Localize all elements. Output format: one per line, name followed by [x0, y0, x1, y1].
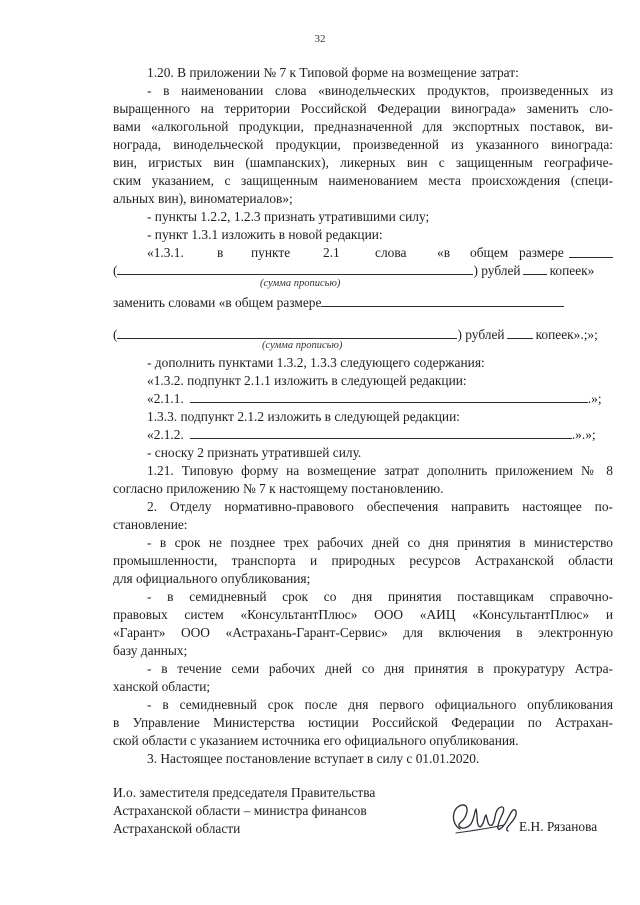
blank-line [117, 327, 457, 339]
signatory-title-line: Астраханской области [113, 821, 241, 836]
paragraph-line: - пункты 1.2.2, 1.2.3 признать утратившими силу; [147, 209, 430, 224]
blank-line [321, 295, 564, 307]
field-caption: (сумма прописью) [262, 340, 343, 351]
handwritten-signature [446, 795, 526, 843]
paragraph-line: - пункт 1.3.1 изложить в новой редакции: [147, 227, 383, 242]
field-caption: (сумма прописью) [260, 278, 341, 289]
paragraph-line: ( ) рублей копеек».;»; [113, 327, 598, 342]
paragraph-line: 1.21. Типовую форму на возмещение затрат дополнить приложением № 8 [147, 463, 613, 478]
blank-line [523, 263, 547, 275]
paragraph-line: 1.3.3. подпункт 2.1.2 изложить в следующей редакции: [147, 409, 460, 424]
paragraph-line: ской области с указанием источника его официального опубликования. [113, 733, 519, 748]
paragraph-line: становление: [113, 517, 188, 532]
paragraph-line: альных вин), виноматериалов»; [113, 191, 293, 206]
paragraph-line: согласно приложению № 7 к настоящему постановлению. [113, 481, 444, 496]
paragraph-line: ханской области; [113, 679, 211, 694]
paragraph-line: - сноску 2 признать утратившей силу. [147, 445, 362, 460]
page-number: 32 [314, 33, 326, 45]
paragraph-line: выращенного на территории Российской Федерации винограда» заменить сло- [113, 101, 613, 116]
paragraph-line: - в семидневный срок после дня первого официального опубликования [147, 697, 613, 712]
paragraph-line: нограда, винодельческой продукции, произведенной из указанного винограда: [113, 137, 613, 152]
paragraph-line: правовых систем «КонсультантПлюс» ООО «АИЦ «КонсультантПлюс» и [113, 607, 613, 622]
paragraph-line: вин, игристых вин (шампанских), ликерных вин с защищенным географиче- [113, 155, 613, 170]
paragraph-line: «1.3.1. в пункте 2.1 слова «в общем размере [147, 244, 613, 261]
paragraph-line: «1.3.2. подпункт 2.1.1 изложить в следующей редакции: [147, 373, 467, 388]
paragraph-line: ским указанием, с защищенным наименованием места происхождения (специ- [113, 173, 613, 188]
paragraph-line: заменить словами «в общем размере [113, 294, 613, 311]
blank-line [569, 246, 613, 258]
paragraph-line: - в наименовании слова «винодельческих продуктов, произведенных из [147, 83, 613, 98]
paragraph-line: вами «алкогольной продукции, предназначенной для экспортных поставок, ви- [113, 119, 613, 134]
paragraph-line: для официального опубликования; [113, 571, 311, 586]
paragraph-line: 1.20. В приложении № 7 к Типовой форме на возмещение затрат: [147, 65, 519, 80]
blank-line [190, 427, 572, 439]
paragraph-line: - в срок не позднее трех рабочих дней со дня принятия в министерство [147, 535, 613, 550]
paragraph-line: ( ) рублей копеек» [113, 263, 595, 278]
blank-line [190, 391, 588, 403]
paragraph-line: «Гарант» ООО «Астрахань-Гарант-Сервис» для включения в электронную [113, 625, 613, 640]
paragraph-line: 3. Настоящее постановление вступает в силу с 01.01.2020. [147, 751, 480, 766]
paragraph-line: в Управление Министерства юстиции Российской Федерации по Астрахан- [113, 715, 613, 730]
paragraph-line: «2.1.2. .».»; [147, 427, 596, 442]
signatory-title-line: Астраханской области – министра финансов [113, 803, 367, 818]
signatory-name: Е.Н. Рязанова [519, 819, 598, 834]
paragraph-line: промышленности, транспорта и природных ресурсов Астраханской области [113, 553, 613, 568]
blank-line [117, 263, 473, 275]
blank-line [507, 327, 533, 339]
paragraph-line: 2. Отделу нормативно-правового обеспечения направить настоящее по- [147, 499, 613, 514]
paragraph-line: - в течение семи рабочих дней со дня принятия в прокуратуру Астра- [147, 661, 613, 676]
signatory-title-line: И.о. заместителя председателя Правительства [113, 785, 376, 800]
paragraph-line: «2.1.1. .»; [147, 391, 602, 406]
paragraph-line: - в семидневный срок со дня принятия поставщикам справочно- [147, 589, 613, 604]
paragraph-line: базу данных; [113, 643, 188, 658]
paragraph-line: - дополнить пунктами 1.3.2, 1.3.3 следующего содержания: [147, 355, 485, 370]
